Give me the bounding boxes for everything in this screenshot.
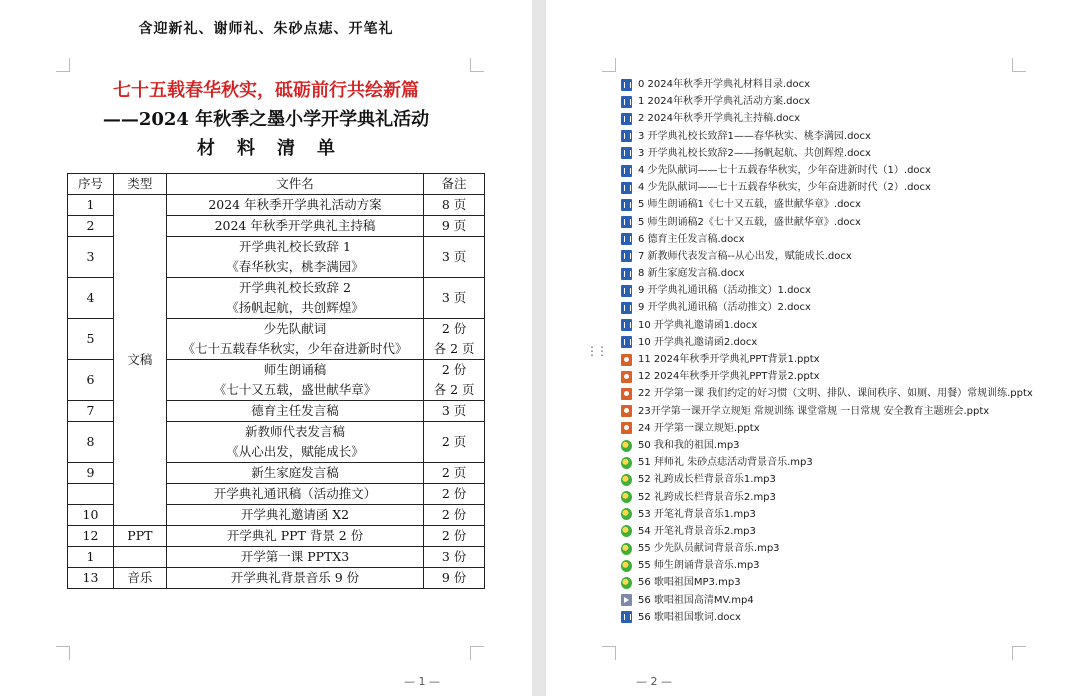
- file-name-cell: 开学第一课 PPTX3: [166, 547, 423, 568]
- file-name: 10 开学典礼邀请函2.docx: [638, 336, 758, 348]
- file-list-item[interactable]: [621, 609, 1033, 626]
- word-document-icon: [621, 233, 632, 245]
- file-list-item[interactable]: [621, 385, 1033, 402]
- file-name: 2 2024年秋季开学典礼主持稿.docx: [638, 113, 801, 125]
- file-list-item[interactable]: [621, 471, 1033, 488]
- column-header: 备注: [424, 174, 485, 195]
- file-name: 8 新生家庭发言稿.docx: [638, 268, 745, 280]
- row-number: 7: [68, 401, 114, 422]
- file-name: 56 歌唱祖国MP3.mp3: [638, 577, 741, 589]
- video-file-icon: [621, 594, 632, 606]
- file-name: 55 师生朗诵背景音乐.mp3: [638, 560, 760, 572]
- note-cell: [424, 319, 485, 360]
- note-cell: [424, 360, 485, 401]
- audio-file-icon: [621, 577, 632, 589]
- file-list-item[interactable]: [621, 282, 1033, 299]
- column-header: 序号: [68, 174, 114, 195]
- file-list-item[interactable]: [621, 179, 1033, 196]
- file-name: 12 2024年秋季开学典礼PPT背景2.pptx: [638, 371, 820, 383]
- file-list-item[interactable]: [621, 145, 1033, 162]
- note-line: 各 2 页: [433, 382, 475, 397]
- note-cell: 2 页: [424, 422, 485, 463]
- file-list-item[interactable]: [621, 265, 1033, 282]
- note-line: 2 份: [441, 321, 467, 336]
- row-number: 5: [68, 319, 114, 360]
- row-number: 1: [68, 195, 114, 216]
- page-corner-mark: [602, 58, 616, 72]
- word-document-icon: [621, 268, 632, 280]
- word-document-icon: [621, 182, 632, 194]
- word-document-icon: [621, 285, 632, 297]
- file-name: 9 开学典礼通讯稿（活动推文）1.docx: [638, 285, 811, 297]
- row-number: [68, 484, 114, 505]
- word-document-icon: [621, 165, 632, 177]
- file-name: 5 师生朗诵稿2《七十又五载，盛世献华章》.docx: [638, 216, 861, 228]
- row-number: 8: [68, 422, 114, 463]
- word-document-icon: [621, 147, 632, 159]
- row-number: 9: [68, 463, 114, 484]
- powerpoint-file-icon: [621, 371, 632, 383]
- note-cell: 3 页: [424, 401, 485, 422]
- word-document-icon: [621, 199, 632, 211]
- type-cell: 文稿: [113, 195, 166, 526]
- word-document-icon: [621, 79, 632, 91]
- file-list-item[interactable]: [621, 214, 1033, 231]
- file-name: 22 开学第一课 我们约定的好习惯（文明、排队、课间秩序、如厕、用餐）常规训练.pptx: [638, 388, 1033, 400]
- file-list-item[interactable]: [621, 93, 1033, 110]
- file-list: [621, 76, 1033, 626]
- file-name: 50 我和我的祖国.mp3: [638, 439, 740, 451]
- file-name: 24 开学第一课立规矩.pptx: [638, 422, 760, 434]
- file-name-cell: [166, 319, 423, 360]
- audio-file-icon: [621, 457, 632, 469]
- file-name-cell: [166, 422, 423, 463]
- file-list-item[interactable]: [621, 523, 1033, 540]
- page-number: — 2 —: [636, 675, 672, 688]
- file-list-item[interactable]: [621, 574, 1033, 591]
- page-header: 含迎新礼、谢师礼、朱砂点痣、开笔礼: [138, 21, 394, 37]
- file-name: 11 2024年秋季开学典礼PPT背景1.pptx: [638, 354, 820, 365]
- page-corner-mark: [470, 646, 484, 660]
- page-corner-mark: [602, 646, 616, 660]
- list-heading: 材料清单: [197, 138, 357, 159]
- file-list-item[interactable]: [621, 162, 1033, 179]
- page-corner-mark: [56, 58, 70, 72]
- row-number: 3: [68, 237, 114, 278]
- file-list-item[interactable]: [621, 489, 1033, 506]
- materials-table: [67, 173, 485, 589]
- note-cell: 2 页: [424, 463, 485, 484]
- note-cell: 2 份: [424, 505, 485, 526]
- file-name: 56 歌唱祖国歌词.docx: [638, 611, 741, 623]
- powerpoint-file-icon: [621, 405, 632, 417]
- file-name: 1 2024年秋季开学典礼活动方案.docx: [638, 96, 811, 108]
- file-name: 51 拜师礼 朱砂点痣活动背景音乐.mp3: [638, 457, 813, 469]
- word-document-icon: [621, 250, 632, 262]
- file-list-item[interactable]: [621, 196, 1033, 213]
- note-line: 各 2 页: [433, 341, 475, 356]
- file-list-item[interactable]: [621, 248, 1033, 265]
- file-name-cell: 开学典礼邀请函 X2: [166, 505, 423, 526]
- audio-file-icon: [621, 543, 632, 555]
- document-title: 七十五载春华秋实，砥砺前行共绘新篇: [113, 80, 419, 101]
- file-name-line: 《从心出发，赋能成长》: [226, 444, 364, 459]
- file-name: 56 歌唱祖国高清MV.mp4: [638, 594, 754, 606]
- file-name: 23开学第一课开学立规矩 常规训练 课堂常规 一日常规 安全教育主题班会.pptx: [638, 405, 990, 417]
- document-page-1: [0, 0, 532, 696]
- file-name-line: 少先队献词: [263, 321, 327, 336]
- note-cell: 9 页: [424, 216, 485, 237]
- row-number: 1: [68, 547, 114, 568]
- audio-file-icon: [621, 440, 632, 452]
- file-name-line: 《七十又五载，盛世献华章》: [213, 382, 377, 397]
- file-list-item[interactable]: [621, 420, 1033, 437]
- file-name: 3 开学典礼校长致辞1——春华秋实、桃李满园.docx: [638, 130, 871, 142]
- audio-file-icon: [621, 560, 632, 572]
- row-number: 4: [68, 278, 114, 319]
- column-header: 类型: [113, 174, 166, 195]
- file-list-item[interactable]: [621, 506, 1033, 523]
- file-name-cell: [166, 278, 423, 319]
- powerpoint-file-icon: [621, 422, 632, 434]
- file-list-item[interactable]: [621, 351, 1033, 368]
- file-name-line: 开学典礼校长致辞 2: [239, 280, 351, 295]
- powerpoint-file-icon: [621, 388, 632, 400]
- word-document-icon: [621, 216, 632, 228]
- file-list-item[interactable]: [621, 317, 1033, 334]
- file-list-item[interactable]: [621, 403, 1033, 420]
- table-row: [68, 568, 485, 589]
- table-row: [68, 547, 485, 568]
- file-list-item[interactable]: [621, 231, 1033, 248]
- file-list-item[interactable]: [621, 437, 1033, 454]
- file-name-cell: [166, 237, 423, 278]
- file-list-item[interactable]: [621, 454, 1033, 471]
- table-row: [68, 526, 485, 547]
- audio-file-icon: [621, 508, 632, 520]
- row-number: 10: [68, 505, 114, 526]
- row-number: 13: [68, 568, 114, 589]
- file-name-cell: [166, 360, 423, 401]
- document-subtitle: ——2024 年秋季之墨小学开学典礼活动: [102, 109, 430, 130]
- file-name-cell: 开学典礼通讯稿（活动推文）: [166, 484, 423, 505]
- file-name: 5 师生朗诵稿1《七十又五载，盛世献华章》.docx: [638, 199, 861, 211]
- file-name-cell: 2024 年秋季开学典礼活动方案: [166, 195, 423, 216]
- row-number: 2: [68, 216, 114, 237]
- word-document-icon: [621, 113, 632, 125]
- page-corner-mark: [1012, 58, 1026, 72]
- file-list-item[interactable]: [621, 299, 1033, 316]
- audio-file-icon: [621, 525, 632, 537]
- word-document-icon: [621, 302, 632, 314]
- note-cell: 2 份: [424, 484, 485, 505]
- document-page-2: [546, 0, 1080, 696]
- file-name: 6 德育主任发言稿.docx: [638, 233, 745, 245]
- note-cell: 2 份: [424, 526, 485, 547]
- file-name: 54 开笔礼背景音乐2.mp3: [638, 525, 756, 537]
- file-name-line: 《扬帆起航，共创辉煌》: [226, 300, 364, 315]
- file-name: 53 开笔礼背景音乐1.mp3: [638, 508, 756, 520]
- file-list-item[interactable]: [621, 557, 1033, 574]
- page-corner-mark: [56, 646, 70, 660]
- file-name-cell: 德育主任发言稿: [166, 401, 423, 422]
- word-document-icon: [621, 611, 632, 623]
- page-corner-mark: [470, 58, 484, 72]
- file-list-item[interactable]: [621, 128, 1033, 145]
- note-cell: 8 页: [424, 195, 485, 216]
- word-document-icon: [621, 130, 632, 142]
- column-header: 文件名: [166, 174, 423, 195]
- file-name-cell: 新生家庭发言稿: [166, 463, 423, 484]
- file-name: 52 礼跨成长栏背景音乐2.mp3: [638, 491, 776, 503]
- file-name: 55 少先队员献词背景音乐.mp3: [638, 543, 780, 555]
- file-list-item[interactable]: [621, 592, 1033, 609]
- file-name: 4 少先队献词——七十五载春华秋实，少年奋进新时代（2）.docx: [638, 182, 931, 194]
- row-number: 12: [68, 526, 114, 547]
- type-cell: [113, 547, 166, 568]
- file-name-line: 《七十五载春华秋实，少年奋进新时代》: [182, 341, 408, 356]
- page-number: — 1 —: [404, 675, 440, 688]
- powerpoint-file-icon: [621, 354, 632, 366]
- file-name-line: 师生朗诵稿: [263, 362, 327, 377]
- file-list-item[interactable]: [621, 76, 1033, 93]
- table-row: [68, 195, 485, 216]
- note-line: 2 份: [441, 362, 467, 377]
- file-name: 0 2024年秋季开学典礼材料目录.docx: [638, 79, 811, 90]
- note-cell: 3 页: [424, 278, 485, 319]
- page-corner-mark: [1012, 646, 1026, 660]
- audio-file-icon: [621, 491, 632, 503]
- word-document-icon: [621, 336, 632, 348]
- file-list-item[interactable]: [621, 110, 1033, 127]
- note-cell: 3 页: [424, 237, 485, 278]
- file-name: 4 少先队献词——七十五载春华秋实，少年奋进新时代（1）.docx: [638, 164, 931, 176]
- type-cell: PPT: [113, 526, 166, 547]
- file-list-item[interactable]: [621, 334, 1033, 351]
- file-name: 10 开学典礼邀请函1.docx: [638, 319, 758, 331]
- file-name: 3 开学典礼校长致辞2——扬帆起航、共创辉煌.docx: [638, 147, 871, 159]
- file-name-cell: 开学典礼 PPT 背景 2 份: [166, 526, 423, 547]
- file-name: 7 新教师代表发言稿--从心出发，赋能成长.docx: [638, 250, 852, 262]
- note-cell: 3 份: [424, 547, 485, 568]
- file-name-line: 新教师代表发言稿: [244, 424, 345, 439]
- file-name: 52 礼跨成长栏背景音乐1.mp3: [638, 474, 776, 486]
- file-name-line: 《春华秋实，桃李满园》: [226, 259, 364, 274]
- type-cell: 音乐: [113, 568, 166, 589]
- drag-handle-icon[interactable]: ⋮⋮: [586, 344, 606, 358]
- file-list-item[interactable]: [621, 368, 1033, 385]
- file-name-cell: 2024 年秋季开学典礼主持稿: [166, 216, 423, 237]
- row-number: 6: [68, 360, 114, 401]
- file-name: 9 开学典礼通讯稿（活动推文）2.docx: [638, 302, 811, 314]
- file-list-item[interactable]: [621, 540, 1033, 557]
- word-document-icon: [621, 319, 632, 331]
- word-document-icon: [621, 96, 632, 108]
- file-name-cell: 开学典礼背景音乐 9 份: [166, 568, 423, 589]
- audio-file-icon: [621, 474, 632, 486]
- file-name-line: 开学典礼校长致辞 1: [239, 239, 351, 254]
- note-cell: 9 份: [424, 568, 485, 589]
- table-header-row: [68, 174, 485, 195]
